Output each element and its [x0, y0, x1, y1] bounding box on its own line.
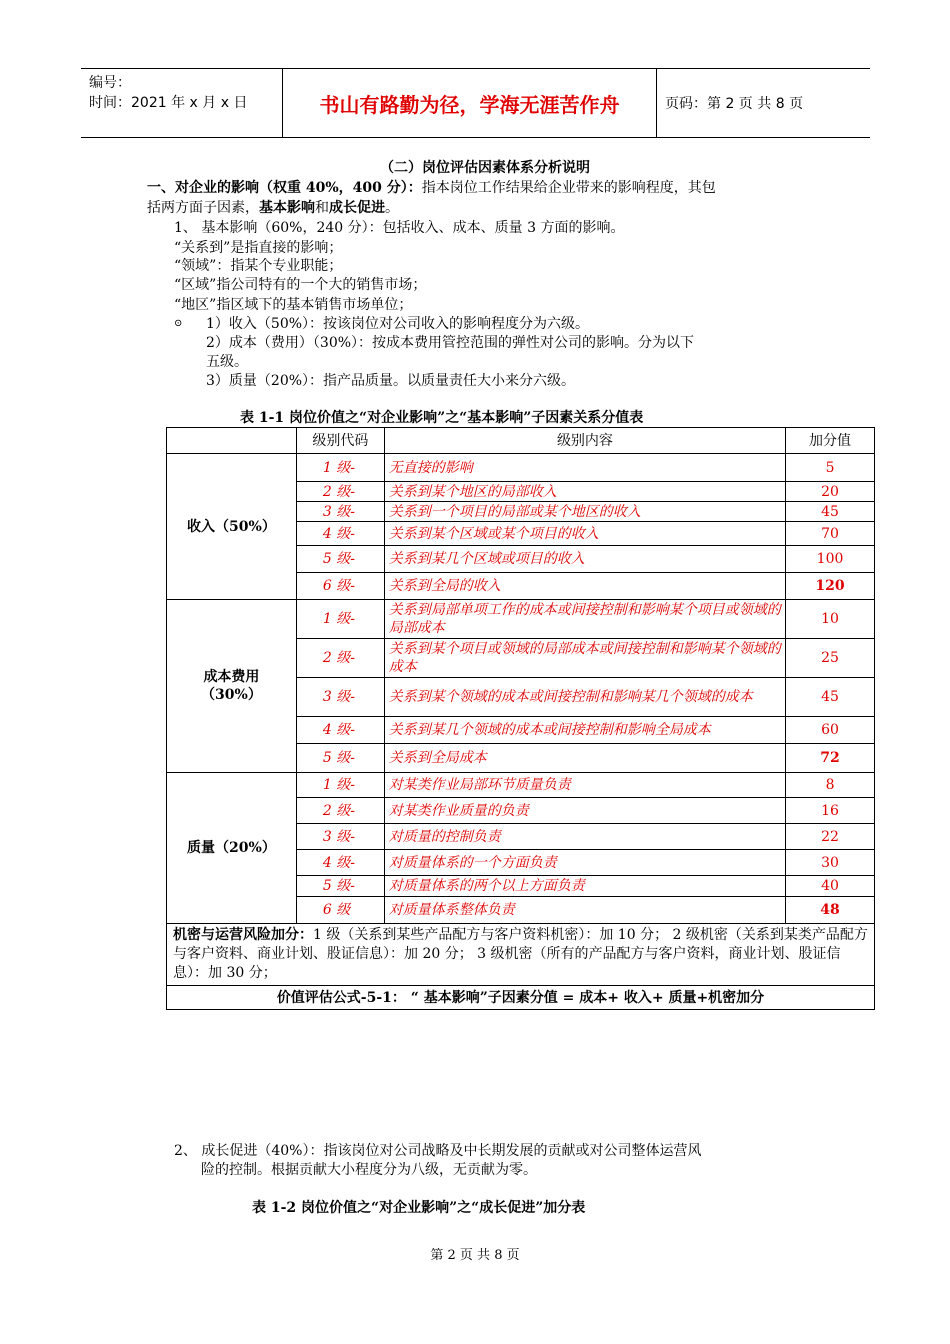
table-header-row — [167, 428, 875, 454]
level-content: 对质量体系的两个以上方面负责 — [384, 876, 785, 897]
level-code: 2 级- — [296, 798, 384, 824]
table-1 — [166, 427, 875, 1010]
level-code: 1 级- — [296, 454, 384, 482]
growth-line-1: 2、 成长促进（40%）：指该岗位对公司战略及中长期发展的贡献或对公司整体运营风 — [174, 1143, 702, 1159]
level-code: 6 级- — [296, 573, 384, 600]
level-code: 1 级- — [296, 600, 384, 639]
header-number: 编号： — [89, 75, 131, 91]
level-code: 5 级- — [296, 744, 384, 773]
level-code: 2 级- — [296, 482, 384, 502]
basic-line-2: “关系到”是指直接的影响； — [174, 240, 343, 256]
level-code: 5 级- — [296, 546, 384, 573]
bullet-icon: ⊙ — [174, 318, 183, 329]
level-code: 3 级- — [296, 502, 384, 522]
level-content: 关系到一个项目的局部或某个地区的收入 — [384, 502, 785, 522]
header-meta — [81, 69, 283, 137]
level-score: 45 — [786, 502, 875, 522]
level-content: 对某类作业局部环节质量负责 — [384, 773, 785, 798]
level-content: 关系到某几个领域的成本或间接控制和影响全局成本 — [384, 717, 785, 744]
basic-line-6: 1）收入（50%）：按该岗位对公司收入的影响程度分为六级。 — [206, 316, 590, 332]
basic-line-7: 2）成本（费用）（30%）：按成本费用管控范围的弹性对公司的影响。分为以下 — [206, 335, 695, 351]
formula-row — [167, 986, 875, 1010]
level-content: 关系到某个地区的局部收入 — [384, 482, 785, 502]
group-cost — [167, 600, 297, 773]
level-code: 2 级- — [296, 639, 384, 678]
level-content: 关系到某几个区域或项目的收入 — [384, 546, 785, 573]
header-blank — [167, 428, 297, 454]
header-page-code: 页码：第 2 页 共 8 页 — [665, 96, 804, 112]
basic-line-5: “地区”指区域下的基本销售市场单位； — [174, 297, 413, 313]
table-row — [167, 600, 875, 639]
basic-line-4: “区域”指公司特有的一个大的销售市场； — [174, 277, 427, 293]
level-code: 4 级- — [296, 522, 384, 546]
level-score: 100 — [786, 546, 875, 573]
basic-line-9: 3）质量（20%）：指产品质量。以质量责任大小来分六级。 — [206, 373, 576, 389]
table-row — [167, 773, 875, 798]
level-score: 22 — [786, 824, 875, 850]
level-score: 10 — [786, 600, 875, 639]
level-content: 关系到局部单项工作的成本或间接控制和影响某个项目或领域的局部成本 — [384, 600, 785, 639]
intro-heading: 一、对企业的影响（权重 40%，400 分）： — [147, 180, 422, 196]
section-title: （二）岗位评估因素体系分析说明 — [380, 160, 590, 176]
level-code: 6 级 — [296, 897, 384, 924]
level-content: 关系到全局成本 — [384, 744, 785, 773]
header-code: 级别代码 — [296, 428, 384, 454]
level-score: 72 — [786, 744, 875, 773]
header-motto: 书山有路勤为径，学海无涯苦作舟 — [283, 69, 657, 137]
level-content: 无直接的影响 — [384, 454, 785, 482]
group-income: 收入（50%） — [167, 454, 297, 600]
level-score: 60 — [786, 717, 875, 744]
level-code: 1 级- — [296, 773, 384, 798]
level-score: 48 — [786, 897, 875, 924]
formula-cell: 价值评估公式-5-1： “ 基本影响”子因素分值 = 成本+ 收入+ 质量+机密加分 — [167, 986, 875, 1010]
level-score: 8 — [786, 773, 875, 798]
level-code: 4 级- — [296, 717, 384, 744]
level-content: 关系到某个领域的成本或间接控制和影响某几个领域的成本 — [384, 678, 785, 717]
level-score: 25 — [786, 639, 875, 678]
level-score: 120 — [786, 573, 875, 600]
level-score: 5 — [786, 454, 875, 482]
level-content: 关系到某个区域或某个项目的收入 — [384, 522, 785, 546]
table-row — [167, 454, 875, 482]
risk-heading: 机密与运营风险加分： — [173, 927, 313, 943]
intro-text-2e: 。 — [385, 200, 399, 216]
level-code: 3 级- — [296, 824, 384, 850]
level-score: 16 — [786, 798, 875, 824]
risk-row — [167, 924, 875, 986]
basic-line-1: 1、 基本影响（60%，240 分）：包括收入、成本、质量 3 方面的影响。 — [174, 220, 625, 236]
level-code: 5 级- — [296, 876, 384, 897]
level-score: 70 — [786, 522, 875, 546]
header-time: 时间：2021 年 x 月 x 日 — [89, 95, 248, 111]
level-content: 对质量的控制负责 — [384, 824, 785, 850]
intro-basic-term: 基本影响 — [259, 200, 315, 216]
level-content: 对某类作业质量的负责 — [384, 798, 785, 824]
level-code: 4 级- — [296, 850, 384, 876]
page-header — [81, 68, 870, 138]
level-content: 对质量体系的一个方面负责 — [384, 850, 785, 876]
level-score: 20 — [786, 482, 875, 502]
level-content: 关系到某个项目或领域的局部成本或间接控制和影响某个领域的成本 — [384, 639, 785, 678]
level-score: 45 — [786, 678, 875, 717]
basic-line-8: 五级。 — [206, 354, 248, 370]
header-content: 级别内容 — [384, 428, 785, 454]
basic-line-3: “领域”：指某个专业职能； — [174, 258, 343, 274]
group-quality: 质量（20%） — [167, 773, 297, 924]
level-content: 对质量体系整体负责 — [384, 897, 785, 924]
level-code: 3 级- — [296, 678, 384, 717]
intro-text-2a: 括两方面子因素， — [147, 200, 259, 216]
intro-line-1 — [147, 178, 716, 198]
intro-text-2c: 和 — [315, 200, 329, 216]
group-cost-weight: （30%） — [201, 687, 262, 703]
level-score: 30 — [786, 850, 875, 876]
group-cost-name: 成本费用 — [203, 669, 260, 685]
level-score: 40 — [786, 876, 875, 897]
header-score: 加分值 — [786, 428, 875, 454]
intro-growth-term: 成长促进 — [329, 200, 385, 216]
risk-cell — [167, 924, 875, 986]
risk-text: 1 级（关系到某些产品配方与客户资料机密）：加 10 分； 2 级机密（关系到某类产品配方与客户资料、商业计划、股证信息）：加 20 分； 3 级机密（所有的产品配方与客户资料，商业计划、股证信息）：加 30 分； — [173, 927, 868, 981]
intro-text: 指本岗位工作结果给企业带来的影响程度，其包 — [421, 180, 716, 196]
growth-line-2: 险的控制。根据贡献大小程度分为八级，无贡献为零。 — [201, 1162, 537, 1178]
table2-caption: 表 1-2 岗位价值之“对企业影响”之“成长促进”加分表 — [252, 1200, 586, 1216]
level-content: 关系到全局的收入 — [384, 573, 785, 600]
table1-caption: 表 1-1 岗位价值之“对企业影响”之“基本影响”子因素关系分值表 — [240, 410, 644, 426]
page-footer: 第 2 页 共 8 页 — [430, 1248, 520, 1263]
intro-line-2 — [147, 198, 399, 218]
